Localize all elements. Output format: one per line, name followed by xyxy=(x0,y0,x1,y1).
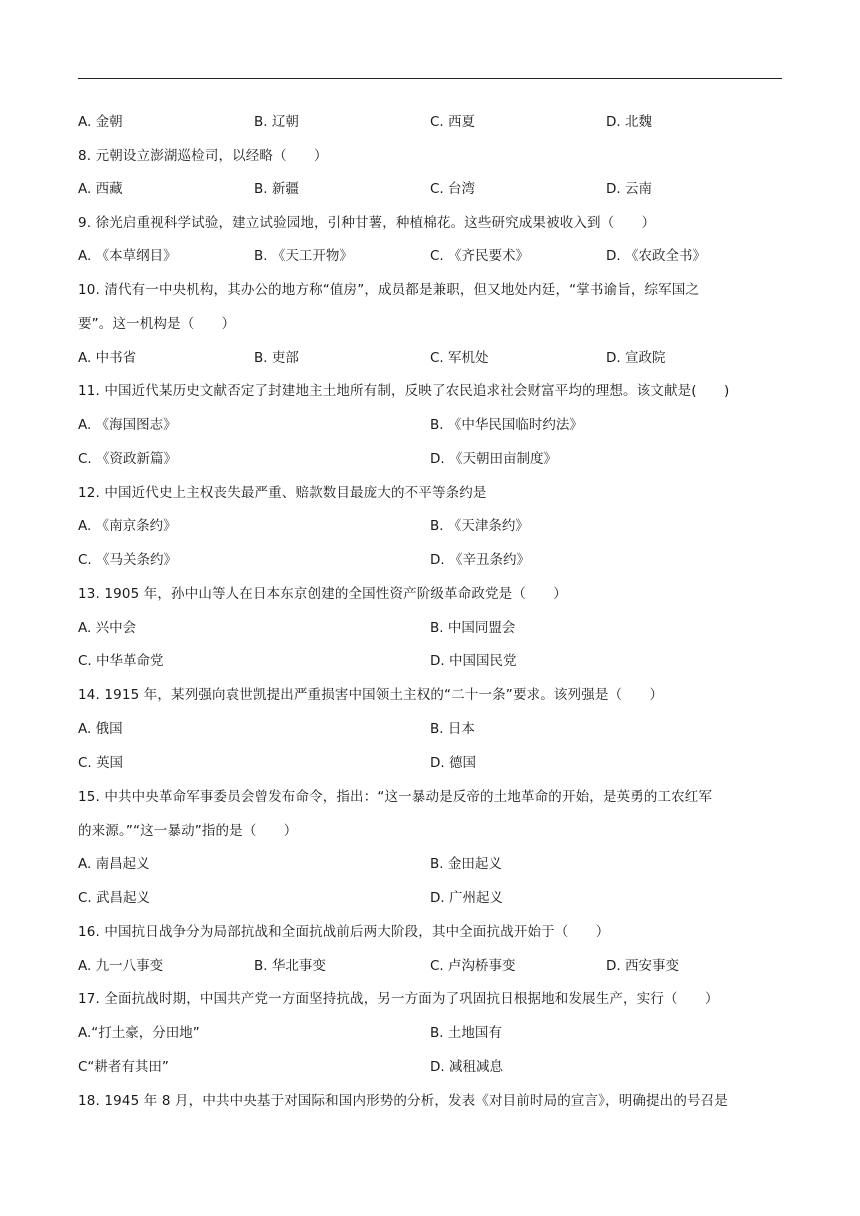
options-row xyxy=(78,516,782,536)
option-d[interactable]: D. 云南 xyxy=(606,181,652,197)
option-b[interactable]: B. 日本 xyxy=(430,721,475,737)
options-row xyxy=(78,719,782,739)
option-b[interactable]: B. 辽朝 xyxy=(254,114,299,130)
option-b[interactable]: B. 新疆 xyxy=(254,181,299,197)
option-c[interactable]: C. 《资政新篇》 xyxy=(78,451,178,467)
option-d[interactable]: D. 《农政全书》 xyxy=(606,248,706,264)
option-a[interactable]: A.“打土豪，分田地” xyxy=(78,1025,200,1041)
option-d[interactable]: D. 广州起义 xyxy=(430,890,503,906)
question-stem: 11. 中国近代某历史文献否定了封建地主土地所有制，反映了农民追求社会财富平均的理想。该文献是( ) xyxy=(78,383,730,399)
question-stem: 14. 1915 年，某列强向袁世凯提出严重损害中国领土主权的“二十一条”要求。该列强是（ ） xyxy=(78,687,664,703)
question-stem: 16. 中国抗日战争分为局部抗战和全面抗战前后两大阶段，其中全面抗战开始于（ ） xyxy=(78,924,610,940)
options-row xyxy=(78,651,782,671)
options-row xyxy=(78,179,782,199)
question-stem: 10. 清代有一中央机构，其办公的地方称“值房”，成员都是兼职，但又地处内廷，“掌书谕旨，综军国之 xyxy=(78,282,700,298)
options-row xyxy=(78,550,782,570)
question-stem: 15. 中共中央革命军事委员会曾发布命令，指出：“这一暴动是反帝的土地革命的开始，是英勇的工农红军 xyxy=(78,789,713,805)
option-c[interactable]: C. 英国 xyxy=(78,755,124,771)
option-b[interactable]: B. 《天工开物》 xyxy=(254,248,353,264)
options-row xyxy=(78,956,782,976)
options-row xyxy=(78,1023,782,1043)
option-b[interactable]: B. 华北事变 xyxy=(254,958,326,974)
options-row xyxy=(78,415,782,435)
option-d[interactable]: D. 北魏 xyxy=(606,114,652,130)
options-row xyxy=(78,618,782,638)
option-d[interactable]: D. 《辛丑条约》 xyxy=(430,552,530,568)
option-d[interactable]: D. 德国 xyxy=(430,755,476,771)
options-row xyxy=(78,1057,782,1077)
option-b[interactable]: B. 中国同盟会 xyxy=(430,620,516,636)
option-a[interactable]: A. 金朝 xyxy=(78,114,123,130)
option-a[interactable]: A. 九一八事变 xyxy=(78,958,164,974)
option-c[interactable]: C. 《马关条约》 xyxy=(78,552,178,568)
option-c[interactable]: C. 中华革命党 xyxy=(78,653,164,669)
option-d[interactable]: D. 减租减息 xyxy=(430,1059,503,1075)
option-d[interactable]: D. 中国国民党 xyxy=(430,653,517,669)
option-a[interactable]: A. 《南京条约》 xyxy=(78,518,177,534)
option-d[interactable]: D. 《天朝田亩制度》 xyxy=(430,451,557,467)
option-c[interactable]: C. 卢沟桥事变 xyxy=(430,958,516,974)
options-row xyxy=(78,854,782,874)
option-a[interactable]: A. 《海国图志》 xyxy=(78,417,177,433)
question-stem: 12. 中国近代史上主权丧失最严重、赔款数目最庞大的不平等条约是 xyxy=(78,485,487,501)
question-stem-cont: 的来源。”“这一暴动”指的是（ ） xyxy=(78,823,298,839)
option-c[interactable]: C“耕者有其田” xyxy=(78,1059,169,1075)
option-b[interactable]: B. 《天津条约》 xyxy=(430,518,529,534)
option-a[interactable]: A. 《本草纲目》 xyxy=(78,248,177,264)
options-row xyxy=(78,449,782,469)
option-a[interactable]: A. 中书省 xyxy=(78,350,137,366)
question-stem: 9. 徐光启重视科学试验，建立试验园地，引种甘薯，种植棉花。这些研究成果被收入到（ ） xyxy=(78,215,656,231)
option-a[interactable]: A. 俄国 xyxy=(78,721,123,737)
option-d[interactable]: D. 西安事变 xyxy=(606,958,679,974)
option-c[interactable]: C. 西夏 xyxy=(430,114,476,130)
option-d[interactable]: D. 宣政院 xyxy=(606,350,666,366)
options-row xyxy=(78,348,782,368)
option-c[interactable]: C. 台湾 xyxy=(430,181,476,197)
option-a[interactable]: A. 兴中会 xyxy=(78,620,137,636)
option-a[interactable]: A. 南昌起义 xyxy=(78,856,150,872)
question-stem: 8. 元朝设立澎湖巡检司，以经略（ ） xyxy=(78,148,328,164)
question-stem: 13. 1905 年，孙中山等人在日本东京创建的全国性资产阶级革命政党是（ ） xyxy=(78,586,567,602)
option-c[interactable]: C. 《齐民要术》 xyxy=(430,248,530,264)
options-row xyxy=(78,888,782,908)
option-b[interactable]: B. 吏部 xyxy=(254,350,299,366)
option-b[interactable]: B. 金田起义 xyxy=(430,856,502,872)
question-stem-cont: 要”。这一机构是（ ） xyxy=(78,316,236,332)
option-b[interactable]: B. 《中华民国临时约法》 xyxy=(430,417,583,433)
question-stem: 18. 1945 年 8 月，中共中央基于对国际和国内形势的分析，发表《对目前时局的宣言》，明确提出的号召是 xyxy=(78,1093,728,1109)
options-row xyxy=(78,112,782,132)
option-c[interactable]: C. 武昌起义 xyxy=(78,890,151,906)
header-rule xyxy=(78,78,782,79)
option-a[interactable]: A. 西藏 xyxy=(78,181,123,197)
options-row xyxy=(78,753,782,773)
question-stem: 17. 全面抗战时期，中国共产党一方面坚持抗战，另一方面为了巩固抗日根据地和发展生产，实行（ ） xyxy=(78,991,719,1007)
options-row xyxy=(78,246,782,266)
option-c[interactable]: C. 军机处 xyxy=(430,350,489,366)
option-b[interactable]: B. 土地国有 xyxy=(430,1025,502,1041)
